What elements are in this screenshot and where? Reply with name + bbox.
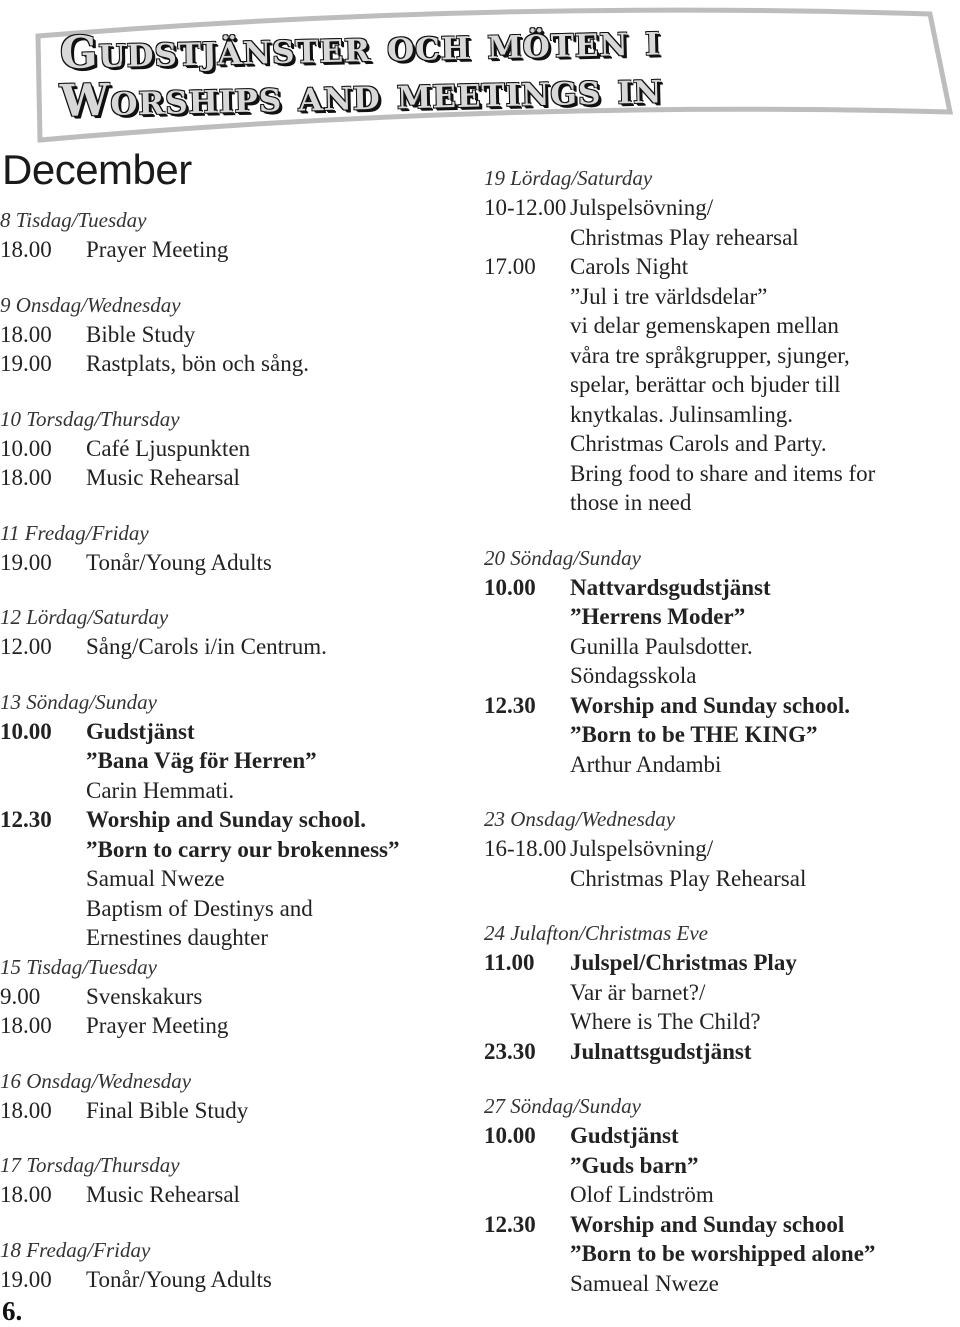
event-time: 10.00	[484, 1123, 536, 1148]
day-block	[0, 688, 460, 953]
event-row	[484, 1210, 954, 1299]
banner-title-line-2: Worships and meetings in	[59, 62, 663, 127]
event-detail: Gunilla Paulsdotter.	[570, 633, 753, 659]
spacer	[0, 1125, 460, 1151]
day-block	[484, 164, 954, 518]
event-lines	[86, 349, 460, 379]
event-row	[0, 1011, 460, 1041]
event-row	[0, 349, 460, 379]
schedule-right-column	[484, 164, 954, 1298]
spacer	[0, 265, 460, 291]
event-lines	[86, 982, 460, 1012]
event-text: Bible Study	[86, 321, 196, 347]
event-detail: Where is The Child?	[570, 1009, 761, 1034]
event-lines	[86, 805, 460, 953]
event-time: 19.00	[0, 351, 52, 376]
spacer	[0, 493, 460, 519]
event-time: 11.00	[484, 950, 535, 975]
event-time: 12.30	[484, 692, 536, 718]
event-text: Prayer Meeting	[86, 1013, 229, 1038]
header-banner	[0, 0, 960, 165]
event-time: 10-12.00	[484, 195, 567, 220]
event-detail: Samueal Nweze	[570, 1270, 719, 1296]
event-row	[0, 1180, 460, 1210]
event-text: ”Jul i tre världsdelar”	[570, 283, 768, 309]
day-block	[484, 919, 954, 1066]
day-block	[0, 1236, 460, 1295]
event-text: Christmas Play rehearsal	[570, 224, 799, 250]
event-row	[484, 193, 954, 252]
event-time: 10.00	[0, 435, 52, 461]
event-text: Worship and Sunday school.	[86, 807, 366, 832]
event-row	[0, 320, 460, 350]
day-heading: 8 Tisdag/Tuesday	[0, 208, 147, 232]
event-detail: Olof Lindström	[570, 1182, 714, 1207]
day-heading: 23 Onsdag/Wednesday	[484, 807, 676, 831]
event-lines	[86, 1180, 460, 1210]
event-text: Worship and Sunday school	[570, 1211, 845, 1237]
day-heading: 24 Julafton/Christmas Eve	[484, 921, 708, 945]
event-lines	[570, 948, 954, 1037]
event-text: våra tre språkgrupper, sjunger,	[570, 342, 850, 368]
page-number: 6.	[2, 1296, 23, 1326]
event-lines	[570, 834, 954, 893]
day-heading: 9 Onsdag/Wednesday	[0, 292, 181, 317]
event-time: 19.00	[0, 549, 52, 575]
event-text: Prayer Meeting	[86, 237, 229, 262]
day-block	[484, 1092, 954, 1298]
event-time: 23.30	[484, 1038, 536, 1064]
event-row	[0, 1096, 460, 1126]
event-text: Music Rehearsal	[86, 1182, 240, 1207]
day-block	[0, 291, 460, 379]
event-text: ”Bana Väg för Herren”	[86, 748, 317, 773]
event-lines	[86, 1096, 460, 1126]
event-row	[0, 235, 460, 265]
event-text: Gudstjänst	[570, 1123, 679, 1148]
spacer	[0, 577, 460, 603]
event-lines	[86, 548, 460, 578]
day-heading: 12 Lördag/Saturday	[0, 605, 169, 629]
day-heading: 27 Söndag/Sunday	[484, 1094, 641, 1118]
event-text: Tonår/Young Adults	[86, 549, 272, 575]
event-time: 18.00	[0, 321, 52, 347]
event-lines	[86, 1011, 460, 1041]
event-lines	[570, 573, 954, 691]
event-text: Julnattsgudstjänst	[570, 1038, 752, 1064]
event-detail: Var är barnet?/	[570, 979, 706, 1005]
event-text: those in need	[570, 490, 692, 515]
event-detail: Arthur Andambi	[570, 751, 722, 777]
event-row	[0, 982, 460, 1012]
day-heading: 17 Torsdag/Thursday	[0, 1153, 180, 1177]
event-time: 16-18.00	[484, 836, 567, 861]
event-row	[0, 1265, 460, 1295]
month-heading: December	[2, 146, 192, 193]
event-text: Rastplats, bön och sång.	[86, 351, 309, 376]
event-time: 9.00	[0, 983, 41, 1009]
event-lines	[86, 463, 460, 493]
event-text: Final Bible Study	[86, 1097, 249, 1123]
event-time: 17.00	[484, 254, 536, 279]
event-text: Julspel/Christmas Play	[570, 950, 797, 975]
event-row	[484, 1037, 954, 1067]
event-lines	[86, 717, 460, 806]
event-time: 19.00	[0, 1266, 52, 1292]
day-block	[0, 953, 460, 1041]
event-text: Music Rehearsal	[86, 465, 240, 490]
day-block	[484, 805, 954, 893]
event-detail: Söndagsskola	[570, 663, 697, 688]
event-time: 10.00	[484, 574, 536, 600]
event-time: 18.00	[0, 1097, 52, 1123]
event-lines	[86, 632, 460, 662]
event-time: 12.00	[0, 634, 52, 659]
spacer	[0, 662, 460, 688]
day-block	[0, 1067, 460, 1126]
day-heading: 20 Söndag/Sunday	[484, 545, 641, 570]
event-lines	[570, 193, 954, 252]
event-row	[484, 691, 954, 780]
spacer	[484, 893, 954, 919]
day-block	[0, 1151, 460, 1210]
event-text: Carols Night	[570, 254, 689, 279]
day-heading: 13 Söndag/Sunday	[0, 689, 157, 714]
event-detail: Carin Hemmati.	[86, 777, 235, 803]
day-block	[0, 405, 460, 493]
event-row	[484, 573, 954, 691]
event-text: Gudstjänst	[86, 718, 195, 744]
event-detail: Samual Nweze	[86, 866, 225, 891]
event-text: vi delar gemenskapen mellan	[570, 313, 839, 338]
event-time: 10.00	[0, 718, 52, 744]
event-text: Svenskakurs	[86, 983, 203, 1009]
event-row	[0, 632, 460, 662]
event-time: 18.00	[0, 465, 52, 490]
event-text: Julspelsövning/	[570, 195, 714, 220]
event-time: 18.00	[0, 1013, 52, 1038]
event-lines	[86, 434, 460, 464]
event-text: Christmas Carols and Party.	[570, 431, 827, 456]
day-heading: 19 Lördag/Saturday	[484, 166, 653, 190]
event-text: Worship and Sunday school.	[570, 692, 850, 718]
event-text: ”Guds barn”	[570, 1152, 699, 1178]
event-lines	[570, 1210, 954, 1299]
event-lines	[570, 1121, 954, 1210]
event-text: ”Born to be worshipped alone”	[570, 1241, 876, 1266]
spacer	[484, 779, 954, 805]
day-heading: 18 Fredag/Friday	[0, 1237, 151, 1262]
event-detail: Baptism of Destinys and	[86, 895, 313, 921]
event-lines	[570, 1037, 954, 1067]
event-text: Sång/Carols i/in Centrum.	[86, 634, 327, 659]
event-row	[0, 805, 460, 953]
event-lines	[86, 320, 460, 350]
event-text: Café Ljuspunkten	[86, 435, 251, 461]
event-text: spelar, berättar och bjuder till	[570, 372, 841, 397]
event-text: ”Born to be THE KING”	[570, 722, 818, 747]
event-time: 18.00	[0, 1182, 52, 1207]
event-text: Christmas Play Rehearsal	[570, 865, 807, 891]
day-heading: 11 Fredag/Friday	[0, 520, 149, 545]
event-row	[484, 1121, 954, 1210]
schedule-left-column	[0, 206, 460, 1294]
spacer	[0, 379, 460, 405]
spacer	[0, 1210, 460, 1236]
event-lines	[570, 691, 954, 780]
event-text: ”Born to carry our brokenness”	[86, 836, 400, 862]
event-text: knytkalas. Julinsamling.	[570, 401, 793, 427]
spacer	[0, 1041, 460, 1067]
day-heading: 15 Tisdag/Tuesday	[0, 954, 157, 979]
event-text: Tonår/Young Adults	[86, 1266, 272, 1292]
day-block	[0, 603, 460, 662]
event-time: 12.30	[0, 807, 52, 832]
event-row	[0, 717, 460, 806]
event-row	[484, 834, 954, 893]
event-text: Bring food to share and items for	[570, 460, 876, 486]
event-text: Nattvardsgudstjänst	[570, 574, 771, 600]
event-lines	[86, 1265, 460, 1295]
day-heading: 16 Onsdag/Wednesday	[0, 1068, 192, 1093]
day-block	[0, 519, 460, 578]
day-block	[0, 206, 460, 265]
event-time: 12.30	[484, 1211, 536, 1237]
spacer	[484, 1066, 954, 1092]
event-row	[484, 252, 954, 518]
event-row	[0, 463, 460, 493]
event-row	[0, 434, 460, 464]
spacer	[484, 518, 954, 544]
event-row	[0, 548, 460, 578]
day-block	[484, 544, 954, 780]
event-lines	[570, 252, 954, 518]
event-time: 18.00	[0, 237, 52, 262]
event-detail: Ernestines daughter	[86, 925, 269, 950]
day-heading: 10 Torsdag/Thursday	[0, 406, 180, 431]
event-text: ”Herrens Moder”	[570, 604, 746, 629]
banner-title-line-1: Gudstjänster och möten i	[59, 14, 662, 79]
event-row	[484, 948, 954, 1037]
event-lines	[86, 235, 460, 265]
event-text: Julspelsövning/	[570, 836, 714, 861]
